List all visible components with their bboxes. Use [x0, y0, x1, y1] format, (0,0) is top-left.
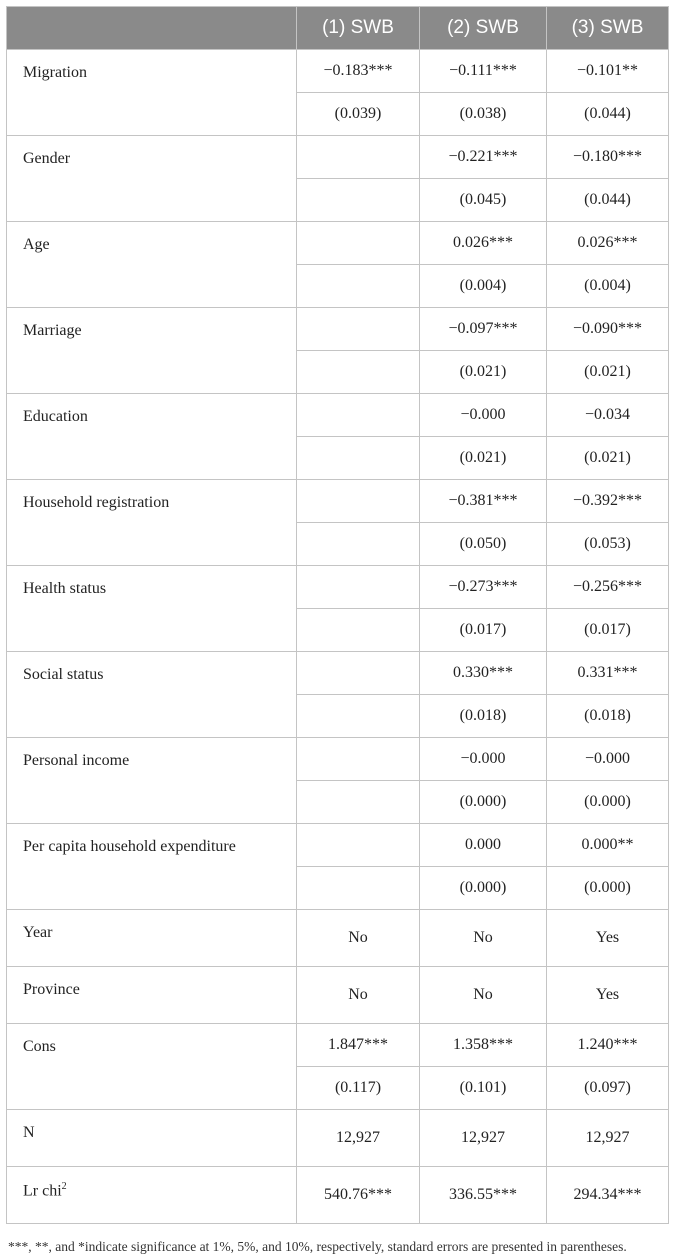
- coefficient-cell: [297, 738, 420, 781]
- row-label: Health status: [7, 566, 297, 652]
- standard-error-cell: (0.044): [547, 93, 669, 136]
- row-label: [7, 1110, 297, 1167]
- value-cell: 12,927: [420, 1110, 547, 1167]
- standard-error-cell: [297, 867, 420, 910]
- coefficient-cell: [297, 394, 420, 437]
- coefficient-cell: [297, 480, 420, 523]
- value-cell: 12,927: [547, 1110, 669, 1167]
- table-header-row: [7, 7, 669, 50]
- standard-error-cell: (0.021): [420, 351, 547, 394]
- standard-error-cell: (0.000): [547, 781, 669, 824]
- standard-error-cell: (0.017): [420, 609, 547, 652]
- value-cell: No: [297, 910, 420, 967]
- standard-error-cell: [297, 609, 420, 652]
- coefficient-cell: [297, 566, 420, 609]
- table-row: [7, 824, 669, 867]
- value-cell: No: [297, 967, 420, 1024]
- standard-error-cell: (0.018): [420, 695, 547, 738]
- standard-error-cell: (0.117): [297, 1067, 420, 1110]
- coefficient-cell: [297, 222, 420, 265]
- standard-error-cell: (0.000): [420, 781, 547, 824]
- coefficient-cell: −0.256***: [547, 566, 669, 609]
- coefficient-cell: 0.330***: [420, 652, 547, 695]
- row-label-superscript: 2: [61, 1181, 67, 1192]
- table-body: [7, 50, 669, 1224]
- row-label: Age: [7, 222, 297, 308]
- value-cell: 336.55***: [420, 1167, 547, 1224]
- row-label: Social status: [7, 652, 297, 738]
- table-row: [7, 480, 669, 523]
- coefficient-cell: −0.381***: [420, 480, 547, 523]
- row-label: [7, 967, 297, 1024]
- row-label: Education: [7, 394, 297, 480]
- standard-error-cell: [297, 695, 420, 738]
- coefficient-cell: [297, 824, 420, 867]
- header-cell-model-1: (1) SWB: [297, 7, 420, 50]
- row-label-text: N: [23, 1124, 35, 1141]
- value-cell: No: [420, 910, 547, 967]
- standard-error-cell: (0.004): [547, 265, 669, 308]
- coefficient-cell: −0.180***: [547, 136, 669, 179]
- value-cell: Yes: [547, 910, 669, 967]
- standard-error-cell: [297, 351, 420, 394]
- value-cell: 294.34***: [547, 1167, 669, 1224]
- standard-error-cell: (0.004): [420, 265, 547, 308]
- coefficient-cell: [297, 136, 420, 179]
- coefficient-cell: −0.183***: [297, 50, 420, 93]
- table-row: [7, 910, 669, 967]
- table-row: [7, 50, 669, 93]
- row-label: Migration: [7, 50, 297, 136]
- coefficient-cell: −0.221***: [420, 136, 547, 179]
- table-row: [7, 222, 669, 265]
- standard-error-cell: (0.039): [297, 93, 420, 136]
- standard-error-cell: (0.045): [420, 179, 547, 222]
- standard-error-cell: (0.053): [547, 523, 669, 566]
- standard-error-cell: [297, 523, 420, 566]
- row-label: Per capita household expenditure: [7, 824, 297, 910]
- coefficient-cell: 0.331***: [547, 652, 669, 695]
- row-label: Household registration: [7, 480, 297, 566]
- standard-error-cell: (0.000): [547, 867, 669, 910]
- standard-error-cell: (0.050): [420, 523, 547, 566]
- regression-table: [6, 6, 669, 1224]
- row-label: Personal income: [7, 738, 297, 824]
- coefficient-cell: 1.240***: [547, 1024, 669, 1067]
- standard-error-cell: (0.097): [547, 1067, 669, 1110]
- coefficient-cell: [297, 652, 420, 695]
- row-label-text: Year: [23, 924, 53, 941]
- table-row: [7, 652, 669, 695]
- coefficient-cell: 1.358***: [420, 1024, 547, 1067]
- table-row: [7, 1167, 669, 1224]
- header-cell-model-3: (3) SWB: [547, 7, 669, 50]
- row-label-text: Province: [23, 981, 80, 998]
- coefficient-cell: 0.000: [420, 824, 547, 867]
- coefficient-cell: 0.026***: [420, 222, 547, 265]
- table-footnote: ***, **, and *indicate significance at 1%, 5%, and 10%, respectively, standard errors are presented in parentheses.: [8, 1239, 627, 1254]
- table-row: [7, 136, 669, 179]
- standard-error-cell: (0.018): [547, 695, 669, 738]
- coefficient-cell: [297, 308, 420, 351]
- standard-error-cell: (0.021): [547, 437, 669, 480]
- table-row: [7, 967, 669, 1024]
- table-row: [7, 738, 669, 781]
- coefficient-cell: −0.097***: [420, 308, 547, 351]
- coefficient-cell: −0.090***: [547, 308, 669, 351]
- standard-error-cell: (0.021): [420, 437, 547, 480]
- row-label: Marriage: [7, 308, 297, 394]
- standard-error-cell: [297, 179, 420, 222]
- row-label: [7, 910, 297, 967]
- value-cell: 540.76***: [297, 1167, 420, 1224]
- table-row: [7, 1110, 669, 1167]
- header-cell-model-2: (2) SWB: [420, 7, 547, 50]
- row-label: Cons: [7, 1024, 297, 1110]
- row-label-text: Lr chi: [23, 1182, 62, 1200]
- table-row: [7, 1024, 669, 1067]
- standard-error-cell: (0.044): [547, 179, 669, 222]
- row-label: [7, 1167, 297, 1224]
- value-cell: No: [420, 967, 547, 1024]
- coefficient-cell: −0.000: [420, 738, 547, 781]
- standard-error-cell: (0.017): [547, 609, 669, 652]
- coefficient-cell: −0.000: [420, 394, 547, 437]
- value-cell: 12,927: [297, 1110, 420, 1167]
- coefficient-cell: −0.034: [547, 394, 669, 437]
- row-label: Gender: [7, 136, 297, 222]
- value-cell: Yes: [547, 967, 669, 1024]
- coefficient-cell: 0.026***: [547, 222, 669, 265]
- coefficient-cell: 1.847***: [297, 1024, 420, 1067]
- regression-table-container: [6, 6, 668, 1257]
- standard-error-cell: [297, 265, 420, 308]
- coefficient-cell: −0.392***: [547, 480, 669, 523]
- standard-error-cell: [297, 437, 420, 480]
- standard-error-cell: (0.101): [420, 1067, 547, 1110]
- header-cell-variable: [7, 7, 297, 50]
- table-row: [7, 394, 669, 437]
- coefficient-cell: −0.111***: [420, 50, 547, 93]
- standard-error-cell: (0.038): [420, 93, 547, 136]
- table-row: [7, 566, 669, 609]
- coefficient-cell: −0.101**: [547, 50, 669, 93]
- standard-error-cell: [297, 781, 420, 824]
- standard-error-cell: (0.000): [420, 867, 547, 910]
- coefficient-cell: 0.000**: [547, 824, 669, 867]
- table-row: [7, 308, 669, 351]
- standard-error-cell: (0.021): [547, 351, 669, 394]
- coefficient-cell: −0.000: [547, 738, 669, 781]
- coefficient-cell: −0.273***: [420, 566, 547, 609]
